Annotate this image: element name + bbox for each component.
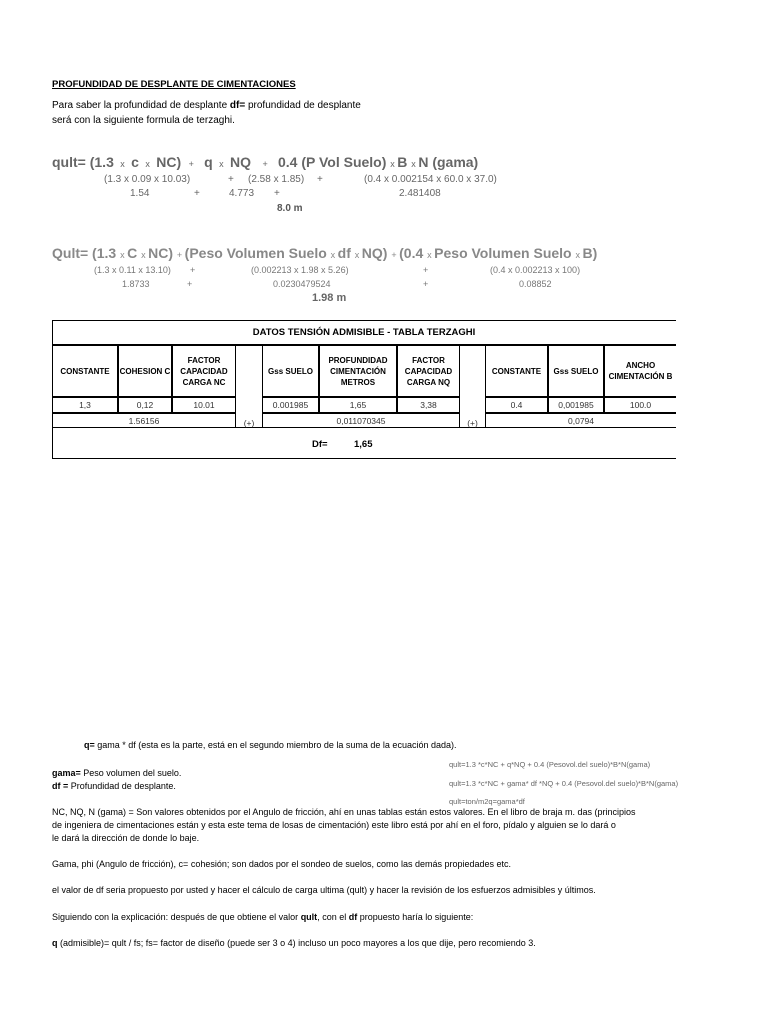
formula-1-calc-a: (1.3 x 0.09 x 10.03): [104, 174, 191, 185]
header-constante: CONSTANTE: [52, 345, 118, 397]
q-admisible-label: q: [52, 938, 58, 948]
formula-1-sum-b: +: [194, 188, 200, 199]
header-factor-nc: FACTOR CAPACIDAD CARGA NC: [172, 345, 236, 397]
formula2-token: +: [176, 250, 185, 260]
formula-2-calc-a: (1.3 x 0.11 x 13.10): [94, 265, 171, 275]
formula-1-sum-d: +: [274, 188, 280, 199]
formula2-token: NQ): [361, 245, 392, 261]
formula2-token: C: [127, 245, 142, 261]
value-constante: 1,3: [52, 397, 118, 413]
value-cohesion: 0,12: [118, 397, 172, 413]
formula-1-calc-d: +: [317, 174, 323, 185]
formula2-token: (Peso Volumen Suelo: [184, 245, 331, 261]
formula-2-sum-c: 0.0230479524: [273, 279, 331, 289]
nc-paragraph-line-2: de ingeniera de cimentaciones están y esta este tema de losas de cimentación) este libro está por ahí en el foro, pídalo y alguien se lo dará o: [52, 820, 616, 830]
gama-label: gama=: [52, 768, 81, 778]
formula-2-sum-d: +: [423, 279, 429, 289]
subtotal-1: 1.56156: [52, 413, 236, 428]
gama-phi-paragraph: Gama, phi (Angulo de fricción), c= cohesión; son dados por el sondeo de suelos, como las demás propiedades etc.: [52, 859, 512, 869]
value-nq: 3,38: [397, 397, 460, 413]
nc-paragraph-line-3: le dará la dirección de donde lo baje.: [52, 833, 200, 843]
formula-1-sum-e: 2.481408: [399, 188, 441, 199]
q-admisible-text: (admisible)= qult / fs; fs= factor de diseño (puede ser 3 o 4) incluso un poco mayores a los que dije, pero recomiendo 3.: [57, 938, 536, 948]
formula-1: [52, 154, 478, 170]
header-factor-nq: FACTOR CAPACIDAD CARGA NQ: [397, 345, 460, 397]
header-cohesion: COHESION C: [118, 345, 172, 397]
formula-1-calc-b: +: [228, 174, 234, 185]
formula1-token: x: [216, 159, 227, 169]
formula-1-sum-c: 4.773: [229, 188, 255, 199]
formula2-token: x: [141, 250, 149, 260]
value-gss: 0.001985: [262, 397, 319, 413]
formula2-token: df: [337, 245, 355, 261]
formula-2-result: 1.98 m: [312, 292, 347, 304]
q-admisible-paragraph: [52, 938, 536, 948]
header-constante-2: CONSTANTE: [485, 345, 548, 397]
subtotal-2: 0,011070345: [262, 413, 460, 428]
formula-2: [52, 245, 597, 261]
intro-text-a: Para saber la profundidad de desplante: [52, 100, 230, 111]
df-def-text: Profundidad de desplante.: [68, 781, 176, 791]
formula2-token: x: [427, 250, 435, 260]
formula1-token: 0.4 (P Vol Suelo): [270, 154, 391, 170]
formula-1-calc-e: (0.4 x 0.002154 x 60.0 x 37.0): [364, 174, 497, 185]
formula-2-calc-e: (0.4 x 0.002213 x 100): [490, 265, 581, 275]
formula1-token: +: [254, 159, 271, 169]
subtotal-3: 0,0794: [485, 413, 676, 428]
formula-2-sum-a: 1.8733: [122, 279, 150, 289]
value-ancho: 100.0: [604, 397, 676, 413]
formula2-token: +: [391, 250, 400, 260]
formula2-token: NC): [148, 245, 177, 261]
formula2-token: x: [120, 250, 128, 260]
sig-text-e: propuesto haría lo siguiente:: [357, 912, 474, 922]
header-ancho: ANCHO CIMENTACIÓN B: [604, 345, 676, 397]
sig-text-c: , con el: [317, 912, 349, 922]
intro-text-c: profundidad de desplante: [245, 100, 361, 111]
formula-2-sum-e: 0.08852: [519, 279, 552, 289]
df-value: 1,65: [354, 439, 373, 450]
formula-1-calc-c: (2.58 x 1.85): [248, 174, 305, 185]
value-gss-2: 0,001985: [548, 397, 604, 413]
formula2-token: (0.4: [399, 245, 428, 261]
formula1-token: x: [411, 159, 419, 169]
formula-2-sum-b: +: [187, 279, 193, 289]
operator-2: (+): [467, 417, 478, 428]
formula2-token: x: [354, 250, 362, 260]
gama-definition: [52, 768, 181, 778]
header-profundidad: PROFUNDIDAD CIMENTACIÓN METROS: [319, 345, 397, 397]
side-note-3: qult=ton/m2q=gama*df: [449, 797, 525, 806]
formula1-token: x: [117, 159, 128, 169]
formula2-token: x: [330, 250, 338, 260]
formula1-token: B: [397, 154, 412, 170]
formula-1-result: 8.0 m: [277, 203, 303, 214]
q-definition: [84, 740, 456, 750]
operator-1: (+): [243, 417, 255, 428]
header-gss-2: Gss SUELO: [548, 345, 604, 397]
side-note-2: qult=1.3 *c*NC + gama* df *NQ + 0.4 (Pesovol.del suelo)*B*N(gama): [449, 779, 679, 788]
sig-qult: qult: [300, 912, 318, 922]
formula1-token: x: [390, 159, 398, 169]
gama-text: Peso volumen del suelo.: [80, 768, 182, 778]
formula-2-calc-c: (0.002213 x 1.98 x 5.26): [251, 265, 349, 275]
intro-line-1: [52, 100, 361, 111]
sig-text-a: Siguiendo con la explicación: después de que obtiene el valor: [52, 912, 301, 922]
formula1-token: q: [196, 154, 217, 170]
side-note-1: qult=1.3 *c*NC + q*NQ + 0.4 (Pesovol.del suelo)*B*N(gama): [449, 760, 651, 769]
df-definition: [52, 781, 176, 791]
q-text: gama * df (esta es la parte, está en el segundo miembro de la suma de la ecuación dada).: [94, 740, 457, 750]
formula-2-calc-d: +: [423, 265, 429, 275]
formula1-token: c: [127, 154, 143, 170]
formula1-token: x: [142, 159, 153, 169]
sig-df: df: [348, 912, 358, 922]
intro-line-2: será con la siguiente formula de terzaghi.: [52, 115, 235, 126]
siguiendo-paragraph: [52, 912, 473, 922]
formula-2-calc-b: +: [190, 265, 196, 275]
valor-df-paragraph: el valor de df seria propuesto por usted y hacer el cálculo de carga ultima (qult) y hacer la revisión de los esfuerzos admisibles y últimos.: [52, 885, 596, 895]
value-constante-2: 0.4: [485, 397, 548, 413]
document-title: PROFUNDIDAD DE DESPLANTE DE CIMENTACIONES: [52, 79, 296, 90]
formula2-token: x: [575, 250, 583, 260]
formula1-token: NQ: [226, 154, 255, 170]
formula1-token: +: [181, 159, 197, 169]
formula1-token: N (gama): [418, 154, 479, 170]
nc-paragraph-line-1: NC, NQ, N (gama) = Son valores obtenidos por el Angulo de fricción, ahí en unas tablas están estos valores. En el libro de braja m. das (principios: [52, 807, 636, 817]
formula1-token: qult= (: [52, 154, 95, 170]
intro-df-label: df=: [229, 100, 246, 111]
formula1-token: NC): [152, 154, 182, 170]
q-label: q=: [84, 740, 95, 750]
formula1-token: 1.3: [94, 154, 118, 170]
df-label: Df=: [312, 439, 328, 450]
formula2-token: Peso Volumen Suelo: [434, 245, 576, 261]
formula2-token: B): [582, 245, 598, 261]
terzaghi-table: [52, 320, 676, 459]
header-gss: Gss SUELO: [262, 345, 319, 397]
value-profundidad: 1,65: [319, 397, 397, 413]
df-def-label: df =: [52, 781, 69, 791]
table-title: DATOS TENSIÓN ADMISIBLE - TABLA TERZAGHI: [52, 320, 676, 345]
formula2-token: Qult= (1.3: [52, 245, 121, 261]
formula-1-sum-a: 1.54: [130, 188, 150, 199]
value-nc: 10.01: [172, 397, 236, 413]
